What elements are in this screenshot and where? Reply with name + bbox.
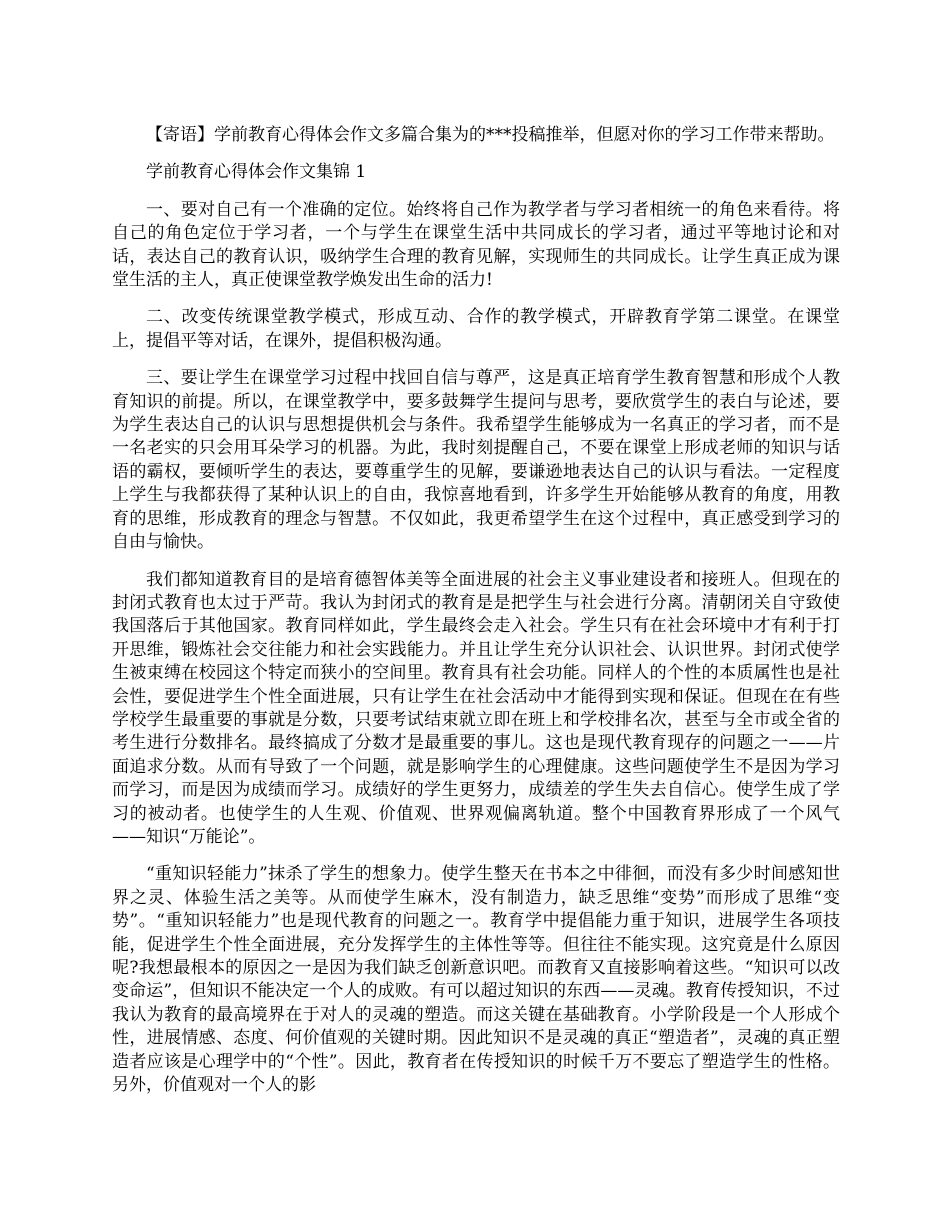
body-paragraph: 三、要让学生在课堂学习过程中找回自信与尊严，这是真正培育学生教育智慧和形成个人教育知识的前提。所以，在课堂教学中，要多鼓舞学生提问与思考，要欣赏学生的表白与论述，要为学生表达自己的认识与思想提供机会与条件。我希望学生能够成为一名真正的学习者，而不是一名老实的只会用耳朵学习的机器。为此，我时刻提醒自己，不要在课堂上形成老师的知识与话语的霸权，要倾听学生的表达，要尊重学生的见解，要谦逊地表达自己的认识与看法。一定程度上学生与我都获得了某种认识上的自由，我惊喜地看到，许多学生开始能够从教育的角度，用教育的思维，形成教育的理念与智慧。不仅如此，我更希望学生在这个过程中，真正感受到学习的自由与愉快。 (112, 368, 840, 553)
body-paragraph: 一、要对自己有一个准确的定位。始终将自己作为教学者与学习者相统一的角色来看待。将自己的角色定位于学习者，一个与学生在课堂生活中共同成长的学习者，通过平等地讨论和对话，表达自己的教育认识，吸纳学生合理的教育见解，实现师生的共同成长。让学生真正成为课堂生活的主人，真正使课堂教学焕发出生命的活力! (112, 199, 840, 291)
document-title: 学前教育心得体会作文集锦 1 (146, 162, 367, 183)
body-paragraph: 二、改变传统课堂教学模式，形成互动、合作的教学模式，开辟教育学第二课堂。在课堂上，提倡平等对话，在课外，提倡积极沟通。 (112, 307, 840, 351)
document-page (112, 124, 840, 1111)
body-paragraph: “重知识轻能力”抹杀了学生的想象力。使学生整天在书本之中徘徊，而没有多少时间感知世界之灵、体验生活之美等。从而使学生麻木，没有制造力，缺乏思维“变势”而形成了思维“变势”。“重知识轻能力”也是现代教育的问题之一。教育学中提倡能力重于知识，进展学生各项技能，促进学生个性全面进展，充分发挥学生的主体性等等。但往往不能实现。这究竟是什么原因呢?我想最根本的原因之一是因为我们缺乏创新意识吧。而教育又直接影响着这些。“知识可以改变命运”，但知识不能决定一个人的成败。有可以超过知识的东西——灵魂。教育传授知识，不过我认为教育的最高境界在于对人的灵魂的塑造。而这关键在基础教育。小学阶段是一个人形成个性，进展情感、态度、何价值观的关键时期。因此知识不是灵魂的真正“塑造者”，灵魂的真正塑造者应该是心理学中的“个性”。因此，教育者在传授知识的时候千万不要忘了塑造学生的性格。另外，价值观对一个人的影 (112, 864, 840, 1096)
body-paragraph: 我们都知道教育目的是培育德智体美等全面进展的社会主义事业建设者和接班人。但现在的封闭式教育也太过于严苛。我认为封闭式的教育是是把学生与社会进行分离。清朝闭关自守致使我国落后于其他国家。教育同样如此，学生最终会走入社会。学生只有在社会环境中才有利于打开思维，锻炼社会交往能力和社会实践能力。并且让学生充分认识社会、认识世界。封闭式使学生被束缚在校园这个特定而狭小的空间里。教育具有社会功能。同样人的个性的本质属性也是社会性，要促进学生个性全面进展，只有让学生在社会活动中才能得到实现和保证。但现在在有些学校学生最重要的事就是分数，只要考试结束就立即在班上和学校排名次，甚至与全市或全省的考生进行分数排名。最终搞成了分数才是最重要的事儿。这也是现代教育现存的问题之一——片面追求分数。从而有导致了一个问题，就是影响学生的心理健康。这些问题使学生不是因为学习而学习，而是因为成绩而学习。成绩好的学生更努力，成绩差的学生失去自信心。使学生成了学习的被动者。也使学生的人生观、价值观、世界观偏离轨道。整个中国教育界形成了一个风气——知识“万能论”。 (112, 569, 840, 847)
intro-paragraph: 【寄语】学前教育心得体会作文多篇合集为的***投稿推举，但愿对你的学习工作带来帮助。 (146, 125, 835, 145)
